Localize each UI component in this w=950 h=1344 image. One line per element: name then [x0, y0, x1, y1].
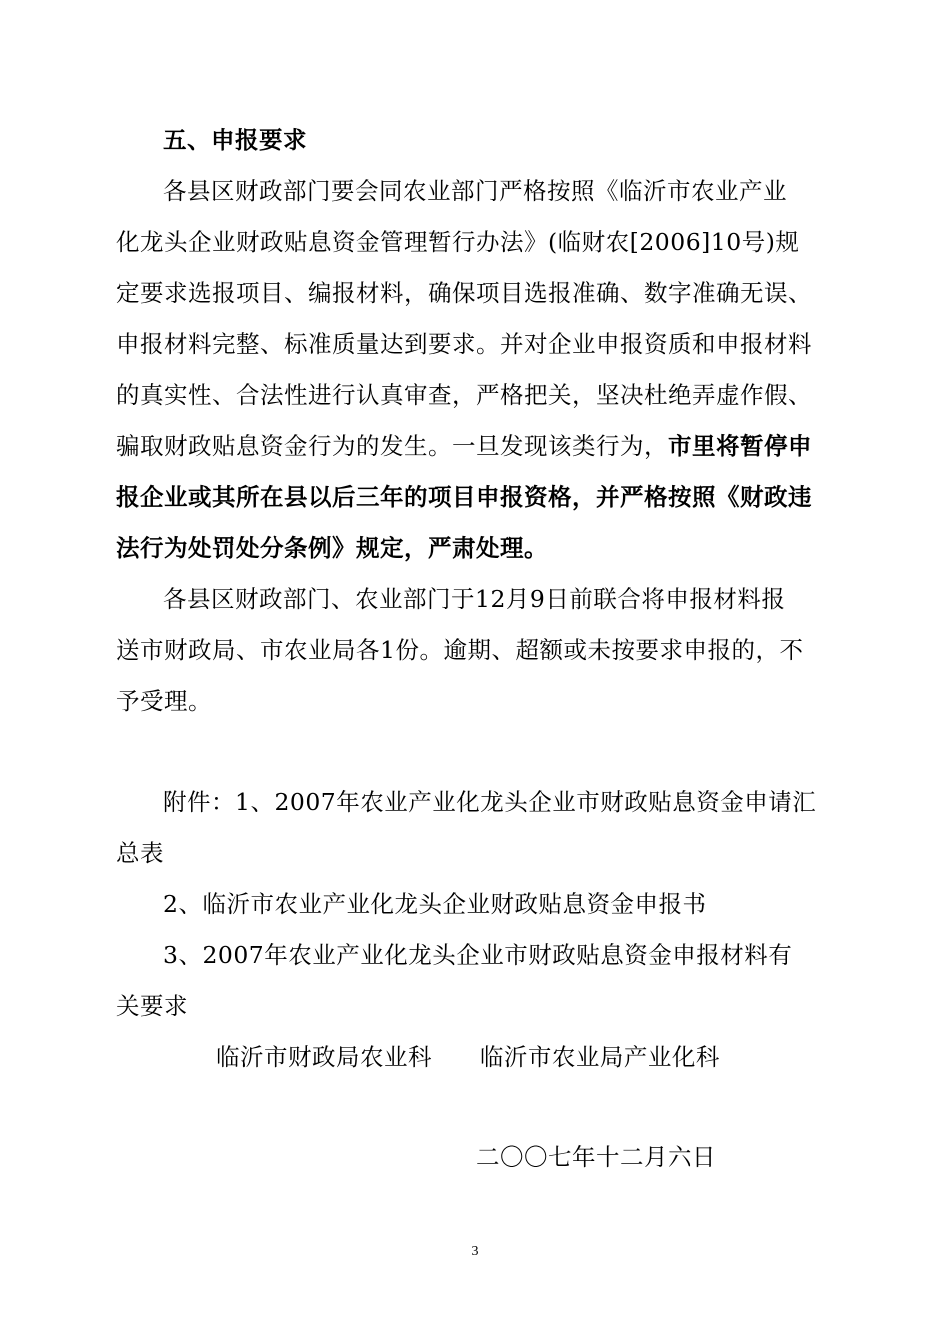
- paragraph-text: 骗取财政贴息资金行为的发生。一旦发现该类行为，: [116, 432, 668, 460]
- paragraph-line: 各县区财政部门要会同农业部门严格按照《临沂市农业产业: [163, 177, 787, 205]
- paragraph-line: 化龙头企业财政贴息资金管理暂行办法》(临财农[2006]10号)规: [116, 228, 800, 256]
- paragraph-line: 予受理。: [116, 687, 212, 715]
- attachment-2: 2、临沂市农业产业化龙头企业财政贴息资金申报书: [163, 890, 707, 918]
- emphasized-text: 市里将暂停申: [668, 432, 812, 460]
- attachment-3-continued: 关要求: [116, 992, 188, 1020]
- attachment-1: 附件：1、2007年农业产业化龙头企业市财政贴息资金申请汇: [163, 788, 817, 816]
- issuing-departments: 临沂市财政局农业科 临沂市农业局产业化科: [216, 1043, 720, 1071]
- paragraph-line: 申报材料完整、标准质量达到要求。并对企业申报资质和申报材料: [116, 330, 812, 358]
- attachment-1-continued: 总表: [116, 839, 164, 867]
- page-number: 3: [471, 1244, 479, 1259]
- paragraph-line: [116, 429, 812, 463]
- paragraph-line: 定要求选报项目、编报材料，确保项目选报准确、数字准确无误、: [116, 279, 812, 307]
- paragraph-line: 各县区财政部门、农业部门于12月9日前联合将申报材料报: [163, 585, 786, 613]
- paragraph-line: 送市财政局、市农业局各1份。逾期、超额或未按要求申报的，不: [116, 636, 804, 664]
- section-heading: 五、申报要求: [163, 126, 307, 154]
- emphasized-line: 法行为处罚处分条例》规定，严肃处理。: [116, 534, 548, 562]
- issue-date: 二〇〇七年十二月六日: [476, 1143, 716, 1171]
- attachment-3: 3、2007年农业产业化龙头企业市财政贴息资金申报材料有: [163, 941, 793, 969]
- paragraph-line: 的真实性、合法性进行认真审查，严格把关，坚决杜绝弄虚作假、: [116, 381, 812, 409]
- emphasized-line: 报企业或其所在县以后三年的项目申报资格，并严格按照《财政违: [116, 483, 812, 511]
